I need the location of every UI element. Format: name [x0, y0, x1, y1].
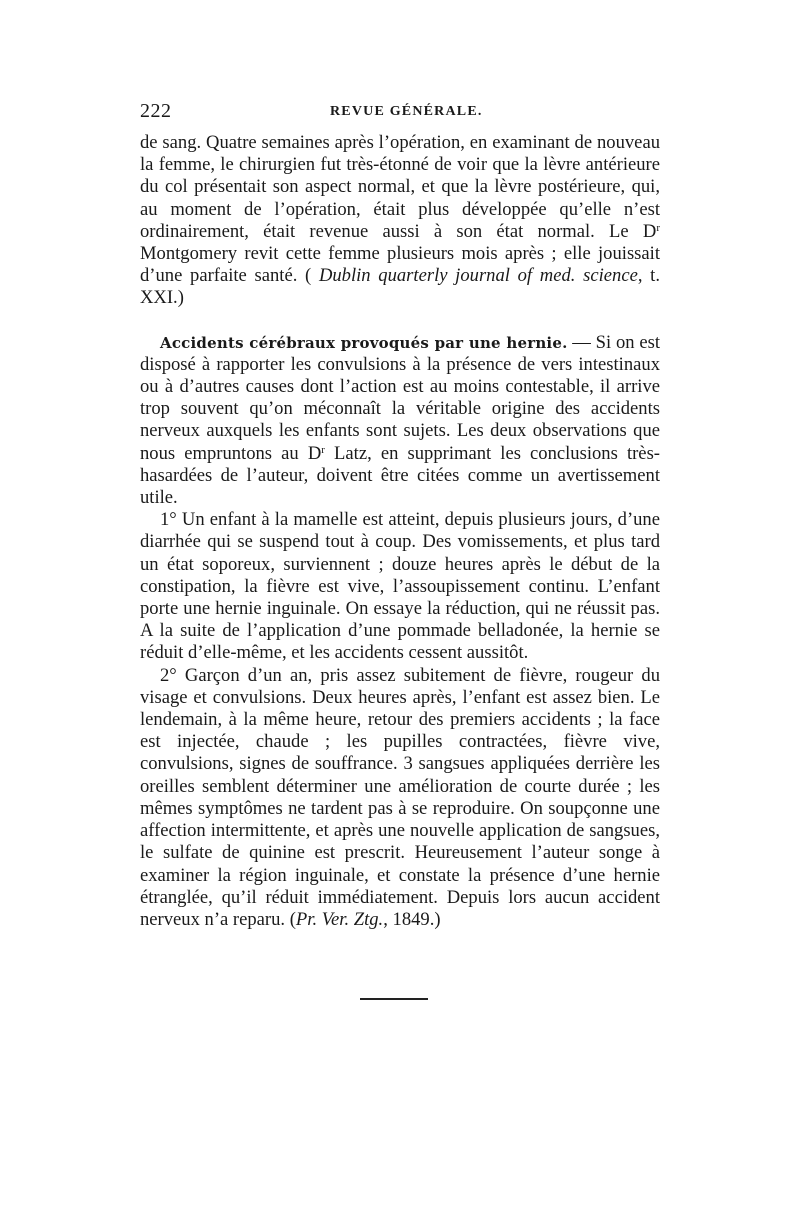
page-header — [140, 100, 660, 128]
paragraph-1 — [140, 132, 660, 310]
paragraph-2 — [140, 332, 660, 510]
citation-dublin: Dublin quarterly journal of med. science — [318, 265, 638, 287]
section-heading: Accidents cérébraux provoqués par une hernie. — [160, 333, 568, 352]
paragraph-1-text-a: de sang. Quatre semaines après l’opération, en examinant de nouveau la femme, le chirurgien fut très-étonné de voir que la lèvre antérieure du col présentait son aspect normal, et que la lèvre postérieure, qui, au moment de l’opération, était plus développée qu’elle n’est ordinairement, était revenue aussi à son état normal. Le D — [140, 132, 660, 242]
body-text — [140, 132, 660, 931]
paragraph-2-text-b: Latz, en supprimant les conclusions très-hasardées de l’auteur, doivent être citées comme un avertissement utile. — [140, 442, 660, 509]
observation-2-text-b: , 1849.) — [383, 908, 441, 930]
page-number: 222 — [140, 100, 172, 122]
closing-rule — [360, 998, 428, 1000]
paragraph-3 — [140, 509, 660, 664]
page — [140, 100, 660, 931]
paragraph-1-text-b: Montgomery revit cette femme plusieurs mois après ; elle jouissait d’une parfaite santé. ( — [140, 243, 660, 287]
paragraph-2-text-a: — Si on est disposé à rapporter les convulsions à la présence de vers intestinaux ou à d’autres causes dont l’action est au moins contestable, il arrive trop souvent qu’on méconnaît la véritable origine des accidents nerveux auxquels les enfants sont sujets. Les deux observations que nous empruntons au D — [140, 331, 660, 464]
running-title: REVUE GÉNÉRALE. — [330, 104, 483, 119]
observation-1-text: 1° Un enfant à la mamelle est atteint, depuis plusieurs jours, d’une diarrhée qui se suspend tout à coup. Des vomissements, et plus tard un état soporeux, surviennent ; douze heures après le début de la constipation, la fièvre est vive, l’assoupissement continu. L’enfant porte une hernie inguinale. On essaye la réduction, qui ne réussit pas. A la suite de l’application d’une pommade belladonée, la hernie se réduit d’elle-même, et les accidents cessent aussitôt. — [140, 509, 660, 664]
doctor-superscript: r — [321, 443, 325, 456]
paragraph-4 — [140, 665, 660, 931]
section-gap — [140, 310, 660, 332]
observation-2-text-a: 2° Garçon d’un an, pris assez subitement de fièvre, rougeur du visage et convulsions. Deux heures après, l’enfant est assez bien. Le lendemain, à la même heure, retour des premiers accidents ; la face est injectée, chaude ; les pupilles contractées, fièvre vive, convulsions, signes de souffrance. 3 sangsues appliquées derrière les oreilles semblent déterminer une amélioration de courte durée ; les mêmes symptômes ne tardent pas à se reproduire. On soupçonne une affection intermittente, et après une nouvelle application de sangsues, le sulfate de quinine est prescrit. Heureusement l’auteur songe à examiner la région inguinale, et constate la présence d’une hernie étranglée, qu’il réduit immédiatement. Depuis lors aucun accident nerveux n’a reparu. ( — [140, 664, 660, 930]
citation-pr-ver-ztg: Pr. Ver. Ztg. — [295, 908, 384, 930]
paragraph-1-text-c: , t. XXI.) — [140, 265, 660, 309]
doctor-superscript: r — [656, 221, 660, 234]
